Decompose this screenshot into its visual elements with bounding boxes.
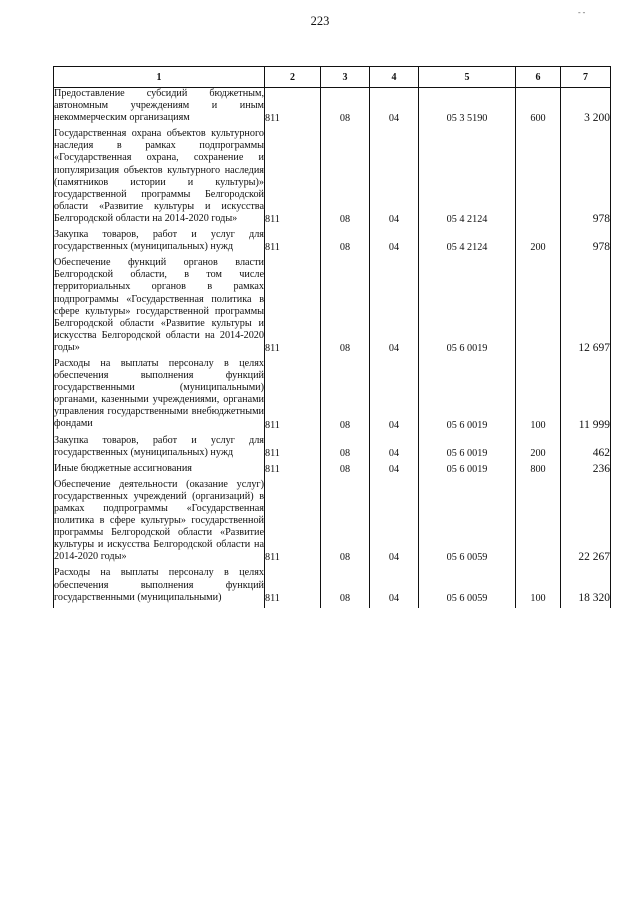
cell-target-code: 05 4 2124: [419, 128, 516, 229]
row-name: Закупка товаров, работ и услуг для государственных (муниципальных) нужд: [54, 435, 265, 463]
table-row: [54, 567, 611, 607]
page-number: 223: [310, 14, 330, 28]
cell-target-code: 05 6 0019: [419, 358, 516, 435]
cell-section: 08: [321, 358, 370, 435]
col-header-5: 5: [419, 67, 516, 88]
col-header-1: 1: [54, 67, 265, 88]
row-name: Обеспечение функций органов власти Белгородской области, в том числе территориальных органов в рамках подпрограммы «Государственная политика в сфере культуры» государственной программы Белгородской области «Развитие культуры и искусства Белгородской области на 2014-2020 годы»: [54, 257, 265, 358]
cell-amount: 462: [561, 435, 611, 463]
cell-ministry: 811: [265, 479, 321, 568]
cell-amount: 18 320: [561, 567, 611, 607]
cell-amount: 22 267: [561, 479, 611, 568]
cell-target-code: 05 4 2124: [419, 229, 516, 257]
cell-expense-type: 100: [516, 358, 561, 435]
row-name: Государственная охрана объектов культурного наследия в рамках подпрограммы «Государственная охрана, сохранение и популяризация объектов культурного наследия (памятников истории и культуры)» государственной программы Белгородской области «Развитие культуры и искусства Белгородской области на 2014-2020 годы»: [54, 128, 265, 229]
cell-section: 08: [321, 88, 370, 129]
cell-subsection: 04: [370, 88, 419, 129]
cell-subsection: 04: [370, 463, 419, 479]
scan-speck: - -: [578, 8, 586, 17]
row-name: Предоставление субсидий бюджетным, автономным учреждениям и иным некоммерческим организациям: [54, 88, 265, 129]
cell-subsection: 04: [370, 479, 419, 568]
col-header-6: 6: [516, 67, 561, 88]
cell-target-code: 05 6 0059: [419, 567, 516, 607]
table-row: [54, 435, 611, 463]
cell-section: 08: [321, 128, 370, 229]
cell-ministry: 811: [265, 88, 321, 129]
row-name: Иные бюджетные ассигнования: [54, 463, 265, 479]
cell-ministry: 811: [265, 358, 321, 435]
cell-expense-type: [516, 128, 561, 229]
cell-target-code: 05 6 0019: [419, 257, 516, 358]
cell-target-code: 05 6 0019: [419, 435, 516, 463]
cell-expense-type: 200: [516, 229, 561, 257]
cell-ministry: 811: [265, 229, 321, 257]
cell-section: 08: [321, 257, 370, 358]
cell-target-code: 05 6 0019: [419, 463, 516, 479]
budget-table: [53, 66, 611, 608]
cell-target-code: 05 6 0059: [419, 479, 516, 568]
cell-target-code: 05 3 5190: [419, 88, 516, 129]
row-name: Расходы на выплаты персоналу в целях обеспечения выполнения функций государственными (муниципальными): [54, 567, 265, 607]
table-row: [54, 229, 611, 257]
table-row: [54, 479, 611, 568]
row-name: Расходы на выплаты персоналу в целях обеспечения выполнения функций государственными (муниципальными) органами, казенными учреждениями, органами управления государственными внебюджетными фондами: [54, 358, 265, 435]
cell-amount: 3 200: [561, 88, 611, 129]
col-header-7: 7: [561, 67, 611, 88]
cell-subsection: 04: [370, 567, 419, 607]
cell-subsection: 04: [370, 435, 419, 463]
cell-section: 08: [321, 435, 370, 463]
col-header-4: 4: [370, 67, 419, 88]
cell-expense-type: 100: [516, 567, 561, 607]
cell-amount: 11 999: [561, 358, 611, 435]
col-header-2: 2: [265, 67, 321, 88]
table-row: [54, 358, 611, 435]
cell-section: 08: [321, 229, 370, 257]
cell-ministry: 811: [265, 463, 321, 479]
col-header-3: 3: [321, 67, 370, 88]
header-row: [54, 67, 611, 88]
table-row: [54, 257, 611, 358]
cell-expense-type: [516, 479, 561, 568]
cell-subsection: 04: [370, 358, 419, 435]
cell-amount: 12 697: [561, 257, 611, 358]
cell-amount: 236: [561, 463, 611, 479]
cell-expense-type: 800: [516, 463, 561, 479]
table-row: [54, 463, 611, 479]
cell-section: 08: [321, 463, 370, 479]
table-row: [54, 128, 611, 229]
cell-amount: 978: [561, 229, 611, 257]
cell-expense-type: 200: [516, 435, 561, 463]
table-row: [54, 88, 611, 129]
cell-expense-type: [516, 257, 561, 358]
cell-section: 08: [321, 567, 370, 607]
cell-subsection: 04: [370, 257, 419, 358]
cell-amount: 978: [561, 128, 611, 229]
row-name: Закупка товаров, работ и услуг для государственных (муниципальных) нужд: [54, 229, 265, 257]
cell-expense-type: 600: [516, 88, 561, 129]
cell-section: 08: [321, 479, 370, 568]
cell-subsection: 04: [370, 128, 419, 229]
row-name: Обеспечение деятельности (оказание услуг) государственных учреждений (организаций) в рамках подпрограммы «Государственная политика в сфере культуры» государственной программы Белгородской области «Развитие культуры и искусства Белгородской области на 2014-2020 годы»: [54, 479, 265, 568]
cell-ministry: 811: [265, 435, 321, 463]
cell-ministry: 811: [265, 128, 321, 229]
cell-subsection: 04: [370, 229, 419, 257]
cell-ministry: 811: [265, 257, 321, 358]
cell-ministry: 811: [265, 567, 321, 607]
